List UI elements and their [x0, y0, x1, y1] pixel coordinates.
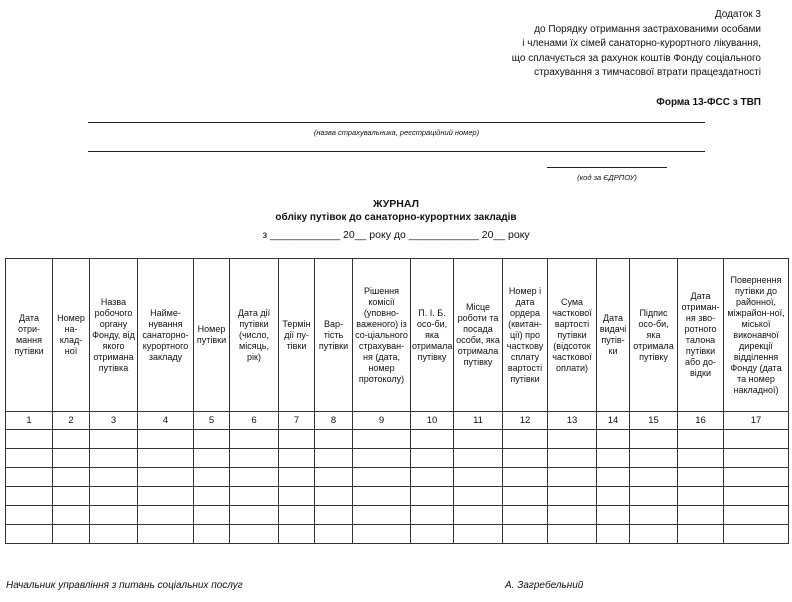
table-cell	[315, 468, 353, 487]
column-header: Підпис осо-би, яка отримала путівку	[630, 259, 678, 412]
edrpou-line	[547, 167, 667, 168]
column-number-row	[6, 412, 789, 430]
table-cell	[6, 468, 53, 487]
table-cell	[230, 487, 279, 506]
column-number: 1	[6, 412, 53, 430]
table-cell	[230, 525, 279, 544]
column-header: Сума часткової вартості путівки (відсоток часткової оплати)	[548, 259, 597, 412]
table-cell	[230, 449, 279, 468]
table-cell	[194, 487, 230, 506]
journal-title: ЖУРНАЛ	[373, 198, 419, 210]
table-cell	[53, 468, 90, 487]
column-header: Вар-тість путівки	[315, 259, 353, 412]
table-cell	[138, 468, 194, 487]
table-cell	[724, 449, 789, 468]
table-cell	[597, 430, 630, 449]
insurer-caption: (назва страхувальника, реєстраційний номер)	[313, 128, 480, 137]
column-header: Дата отри-мання путівки	[6, 259, 53, 412]
table-cell	[548, 449, 597, 468]
table-cell	[138, 525, 194, 544]
table-cell	[230, 430, 279, 449]
table-cell	[6, 525, 53, 544]
table-cell	[630, 468, 678, 487]
table-cell	[411, 525, 454, 544]
table-cell	[315, 449, 353, 468]
table-cell	[194, 506, 230, 525]
edrpou-caption: (код за ЄДРПОУ)	[577, 173, 637, 182]
table-cell	[90, 525, 138, 544]
column-number: 11	[454, 412, 503, 430]
table-row	[6, 506, 789, 525]
table-cell	[678, 468, 724, 487]
table-cell	[411, 487, 454, 506]
table-cell	[597, 506, 630, 525]
column-number: 8	[315, 412, 353, 430]
journal-table	[5, 258, 789, 544]
column-number: 16	[678, 412, 724, 430]
journal-period: з ____________ 20__ року до ____________ 20__ року	[262, 229, 530, 241]
column-number: 3	[90, 412, 138, 430]
table-cell	[724, 487, 789, 506]
table-cell	[630, 430, 678, 449]
table-cell	[724, 525, 789, 544]
table-cell	[353, 525, 411, 544]
table-cell	[503, 430, 548, 449]
table-cell	[597, 487, 630, 506]
table-cell	[230, 506, 279, 525]
table-cell	[353, 468, 411, 487]
table-cell	[597, 468, 630, 487]
table-cell	[315, 487, 353, 506]
table-cell	[279, 525, 315, 544]
table-row	[6, 525, 789, 544]
column-number: 13	[548, 412, 597, 430]
table-cell	[353, 449, 411, 468]
column-header: Повернення путівки до районної, міжрайон-ної, міської виконавчої дирекції відділення Фонду (дата та номер накладної)	[724, 259, 789, 412]
table-cell	[353, 506, 411, 525]
table-cell	[630, 487, 678, 506]
column-number: 12	[503, 412, 548, 430]
table-cell	[678, 487, 724, 506]
table-cell	[279, 430, 315, 449]
table-cell	[6, 487, 53, 506]
column-header: Дата отриман-ня зво-ротного талона путівки або до-відки	[678, 259, 724, 412]
table-cell	[194, 525, 230, 544]
table-cell	[138, 430, 194, 449]
table-cell	[548, 468, 597, 487]
table-cell	[90, 506, 138, 525]
journal-subtitle: обліку путівок до санаторно-курортних закладів	[275, 212, 517, 223]
table-cell	[90, 468, 138, 487]
table-cell	[630, 506, 678, 525]
table-cell	[411, 430, 454, 449]
column-number: 9	[353, 412, 411, 430]
table-cell	[411, 506, 454, 525]
table-cell	[90, 487, 138, 506]
table-cell	[138, 506, 194, 525]
table-cell	[678, 449, 724, 468]
table-row	[6, 468, 789, 487]
table-cell	[53, 430, 90, 449]
annex-header	[431, 8, 761, 81]
annex-line: що сплачується за рахунок коштів Фонду соціального	[511, 52, 761, 64]
table-cell	[548, 487, 597, 506]
table-cell	[678, 430, 724, 449]
table-cell	[724, 468, 789, 487]
table-cell	[503, 525, 548, 544]
table-cell	[90, 449, 138, 468]
table-cell	[279, 449, 315, 468]
column-header: Дата дії путівки (число, місяць, рік)	[230, 259, 279, 412]
annex-line: до Порядку отримання застрахованими особами	[534, 23, 761, 35]
table-cell	[454, 525, 503, 544]
header-row	[6, 259, 789, 412]
table-cell	[279, 468, 315, 487]
column-header: Наймe-нування санаторно-курортного закладу	[138, 259, 194, 412]
table-cell	[724, 506, 789, 525]
table-cell	[53, 525, 90, 544]
column-number: 5	[194, 412, 230, 430]
table-cell	[138, 449, 194, 468]
table-cell	[548, 525, 597, 544]
table-cell	[454, 506, 503, 525]
table-cell	[411, 468, 454, 487]
table-cell	[597, 449, 630, 468]
table-cell	[315, 430, 353, 449]
column-number: 6	[230, 412, 279, 430]
table-cell	[279, 506, 315, 525]
table-cell	[548, 506, 597, 525]
column-header: Термін дії пу-тівки	[279, 259, 315, 412]
table-cell	[678, 525, 724, 544]
table-row	[6, 430, 789, 449]
table-cell	[6, 430, 53, 449]
table-cell	[548, 430, 597, 449]
table-cell	[454, 430, 503, 449]
table-cell	[315, 506, 353, 525]
table-cell	[279, 487, 315, 506]
table-cell	[194, 449, 230, 468]
insurer-line-2	[88, 151, 705, 152]
table-cell	[411, 449, 454, 468]
annex-line: страхування з тимчасової втрати працездатності	[534, 67, 761, 78]
column-header: Місце роботи та посада особи, яка отримала путівку	[454, 259, 503, 412]
form-label: Форма 13-ФСС з ТВП	[656, 97, 761, 108]
table-cell	[90, 430, 138, 449]
table-cell	[678, 506, 724, 525]
annex-line: і членами їх сімей санаторно-курортного лікування,	[522, 38, 761, 49]
column-header: Номер на-клад-ної	[53, 259, 90, 412]
table-cell	[353, 487, 411, 506]
column-header: П. І. Б. осо-би, яка отримала путівку	[411, 259, 454, 412]
column-header: Номер і дата ордера (квитан-ції) про часткову сплату вартості путівки	[503, 259, 548, 412]
table-cell	[194, 430, 230, 449]
table-cell	[138, 487, 194, 506]
table-row	[6, 487, 789, 506]
column-header: Номер путівки	[194, 259, 230, 412]
column-number: 17	[724, 412, 789, 430]
annex-line: Додаток 3	[714, 9, 761, 20]
insurer-line	[88, 122, 705, 123]
table-cell	[53, 506, 90, 525]
table-cell	[194, 468, 230, 487]
table-cell	[597, 525, 630, 544]
table-cell	[503, 468, 548, 487]
table-cell	[53, 487, 90, 506]
table-cell	[315, 525, 353, 544]
table-cell	[454, 487, 503, 506]
table-cell	[6, 449, 53, 468]
table-cell	[230, 468, 279, 487]
table-cell	[503, 506, 548, 525]
column-header: Назва робочого органу Фонду, від якого отримана путівка	[90, 259, 138, 412]
column-number: 14	[597, 412, 630, 430]
column-header: Рішення комісії (уповно-важеного) із со-ціального страхуван-ня (дата, номер протоколу)	[353, 259, 411, 412]
table-cell	[630, 449, 678, 468]
table-cell	[6, 506, 53, 525]
column-number: 7	[279, 412, 315, 430]
table-cell	[630, 525, 678, 544]
signature-position: Начальник управління з питань соціальних послуг	[6, 580, 243, 591]
column-header: Дата видачі путів-ки	[597, 259, 630, 412]
table-cell	[454, 468, 503, 487]
signature-name: А. Загребельний	[505, 580, 584, 591]
column-number: 2	[53, 412, 90, 430]
table-cell	[353, 430, 411, 449]
table-cell	[454, 449, 503, 468]
table-cell	[503, 487, 548, 506]
column-number: 10	[411, 412, 454, 430]
table-row	[6, 449, 789, 468]
column-number: 4	[138, 412, 194, 430]
table-cell	[53, 449, 90, 468]
column-number: 15	[630, 412, 678, 430]
table-cell	[503, 449, 548, 468]
table-cell	[724, 430, 789, 449]
